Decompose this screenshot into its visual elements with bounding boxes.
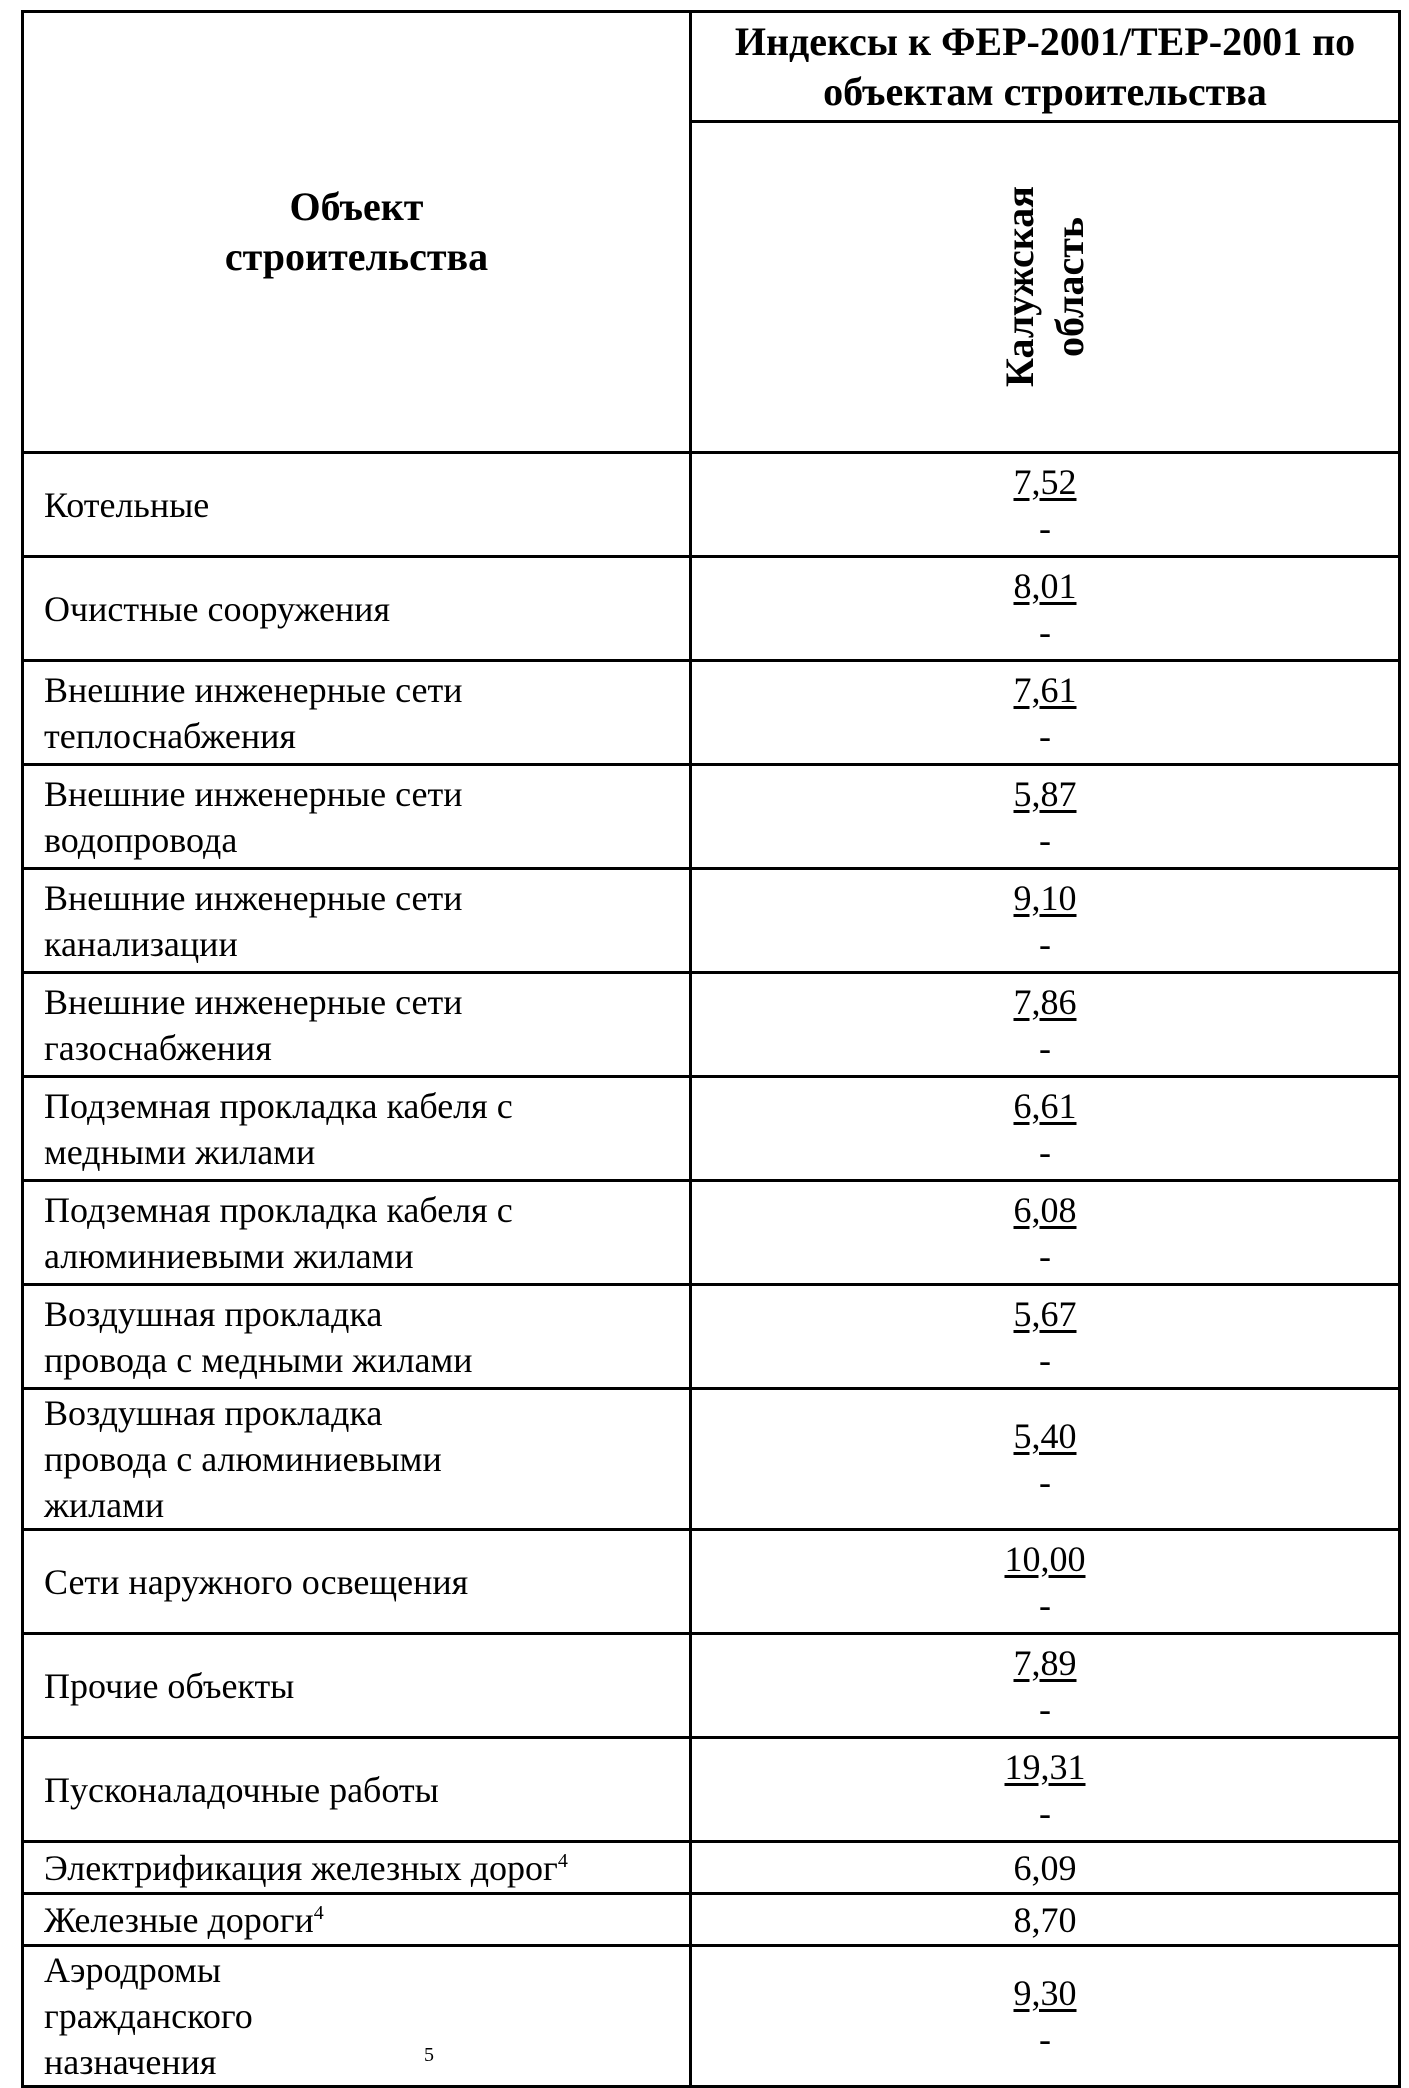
footnote-marker: 4 [557, 1849, 568, 1872]
index-value-secondary: - [1039, 1339, 1051, 1380]
index-value-cell [691, 557, 1400, 661]
index-value: 6,61 [1013, 1085, 1077, 1126]
index-value: 5,87 [1013, 773, 1077, 814]
index-value-secondary: - [1039, 1792, 1051, 1833]
table-row [23, 453, 1400, 557]
region-label: Калужская область [997, 186, 1092, 388]
object-name: Внешние инженерные сети канализации [44, 877, 463, 964]
footnote-marker: 5 [424, 2044, 434, 2066]
object-name-cell [23, 973, 691, 1077]
object-name: Железные дороги [44, 1899, 314, 1940]
object-name-cell [23, 557, 691, 661]
index-value-cell [691, 869, 1400, 973]
object-name: Воздушная прокладка провода с медными жилами [44, 1293, 473, 1380]
table-row [23, 1530, 1400, 1634]
index-value-cell [691, 1738, 1400, 1842]
table-row [23, 557, 1400, 661]
index-value-secondary: - [1039, 507, 1051, 548]
table-row [23, 1738, 1400, 1842]
index-value-cell [691, 453, 1400, 557]
index-value-secondary: - [1039, 1584, 1051, 1625]
index-value-secondary: - [1039, 2019, 1051, 2059]
index-value-cell [691, 1285, 1400, 1389]
object-name-cell [23, 661, 691, 765]
object-name-cell [23, 1077, 691, 1181]
index-value: 7,86 [1013, 981, 1077, 1022]
index-value-secondary: - [1039, 1462, 1051, 1502]
index-value-secondary: - [1039, 1027, 1051, 1068]
object-name-cell [23, 1842, 691, 1894]
index-value-cell [691, 1181, 1400, 1285]
index-value-secondary: - [1039, 1235, 1051, 1276]
object-name: Внешние инженерные сети теплоснабжения [44, 669, 463, 756]
object-name-cell [23, 1738, 691, 1842]
table-row [23, 1894, 1400, 1946]
object-name-cell [23, 1285, 691, 1389]
index-value: 19,31 [1004, 1746, 1086, 1787]
index-value: 9,30 [1013, 1973, 1077, 2013]
object-name-cell [23, 1181, 691, 1285]
object-name: Пусконаладочные работы [44, 1769, 439, 1810]
index-column-header-label: Индексы к ФЕР-2001/ТЕР-2001 по объектам строительства [734, 18, 1356, 114]
object-name: Очистные сооружения [44, 588, 391, 629]
index-value-cell [691, 1389, 1400, 1530]
object-name: Электрификация железных дорог [44, 1847, 558, 1888]
index-value: 8,01 [1013, 565, 1077, 606]
table-row [23, 973, 1400, 1077]
table-row [23, 765, 1400, 869]
object-name: Подземная прокладка кабеля с медными жилами [44, 1085, 513, 1172]
table-row [23, 1946, 1400, 2087]
index-value-cell [691, 1946, 1400, 2087]
index-value-cell [691, 1842, 1400, 1894]
index-value-secondary: - [1039, 1131, 1051, 1172]
table-row [23, 1842, 1400, 1894]
object-name-cell [23, 1894, 691, 1946]
index-value-secondary: - [1039, 923, 1051, 964]
index-value-cell [691, 1077, 1400, 1181]
index-value: 7,61 [1013, 669, 1077, 710]
index-value: 7,89 [1013, 1642, 1077, 1683]
table-row [23, 1389, 1400, 1530]
object-name-cell [23, 869, 691, 973]
object-name: Подземная прокладка кабеля с алюминиевыми жилами [44, 1189, 513, 1276]
index-value: 5,40 [1013, 1416, 1077, 1456]
index-value-secondary: - [1039, 715, 1051, 756]
index-value-cell [691, 1634, 1400, 1738]
object-name-cell [23, 1530, 691, 1634]
object-name: Внешние инженерные сети водопровода [44, 773, 463, 860]
index-value-cell [691, 1530, 1400, 1634]
object-name-cell [23, 765, 691, 869]
object-name: Аэродромы гражданского назначения [44, 1950, 253, 2082]
footnote-marker: 4 [313, 1901, 324, 1924]
index-table [21, 10, 1401, 2088]
table-row [23, 1181, 1400, 1285]
index-value: 10,00 [1004, 1538, 1086, 1579]
table-row [23, 1077, 1400, 1181]
index-column-header [691, 12, 1400, 122]
table-row [23, 661, 1400, 765]
index-value: 7,52 [1013, 461, 1077, 502]
index-value: 8,70 [1013, 1899, 1077, 1940]
index-value: 6,09 [1013, 1847, 1077, 1888]
table-row [23, 1634, 1400, 1738]
table-row [23, 869, 1400, 973]
object-name-cell [23, 1634, 691, 1738]
index-value-cell [691, 661, 1400, 765]
table-row [23, 1285, 1400, 1389]
object-name: Воздушная прокладка провода с алюминиевыми жилами [44, 1393, 442, 1525]
object-name: Котельные [44, 484, 210, 525]
index-value: 9,10 [1013, 877, 1077, 918]
index-value-secondary: - [1039, 611, 1051, 652]
index-value: 5,67 [1013, 1293, 1077, 1334]
index-value: 6,08 [1013, 1189, 1077, 1230]
region-column-header [691, 122, 1400, 453]
index-value-cell [691, 973, 1400, 1077]
object-column-header-label: Объект строительства [224, 184, 489, 279]
index-value-secondary: - [1039, 1688, 1051, 1729]
object-column-header [23, 12, 691, 453]
index-value-cell [691, 765, 1400, 869]
object-name-cell [23, 1389, 691, 1530]
object-name-cell [23, 1946, 691, 2087]
index-value-cell [691, 1894, 1400, 1946]
object-name: Сети наружного освещения [44, 1561, 469, 1602]
object-name: Прочие объекты [44, 1665, 295, 1706]
object-name-cell [23, 453, 691, 557]
index-value-secondary: - [1039, 819, 1051, 860]
object-name: Внешние инженерные сети газоснабжения [44, 981, 463, 1068]
